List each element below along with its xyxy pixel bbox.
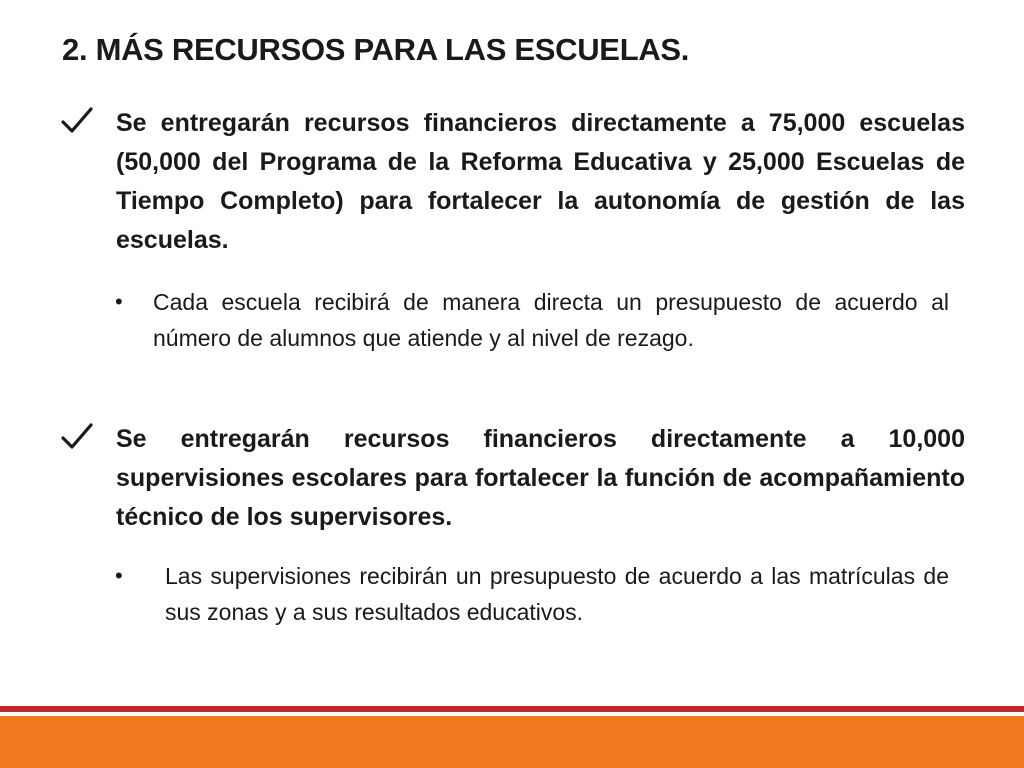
check-item-text: Se entregarán recursos financieros directamente a 75,000 escuelas (50,000 del Programa de la Reforma Educativa y 25,000 Escuelas de Tiempo Completo) para fortalecer la autonomía de gestión de las escuelas. [116,109,965,254]
checkmark-icon [60,106,94,136]
sub-bullet-item [115,558,949,630]
sub-bullet-text: Cada escuela recibirá de manera directa un presupuesto de acuerdo al número de alumnos que atiende y al nivel de rezago. [153,289,949,351]
sub-bullet-item [115,284,949,356]
check-list-item [60,420,965,537]
footer-bar [0,716,1024,768]
check-list-item [60,104,965,260]
slide-title: 2. MÁS RECURSOS PARA LAS ESCUELAS. [62,32,690,67]
checkmark-icon [60,422,94,452]
bullet-dot-icon: • [115,563,123,588]
check-item-text: Se entregarán recursos financieros directamente a 10,000 supervisiones escolares para fortalecer la función de acompañamiento técnico de los supervisores. [116,425,965,531]
bullet-dot-icon: • [115,289,123,314]
footer-accent-line [0,706,1024,712]
sub-bullet-text: Las supervisiones recibirán un presupuesto de acuerdo a las matrículas de sus zonas y a sus resultados educativos. [165,563,949,625]
